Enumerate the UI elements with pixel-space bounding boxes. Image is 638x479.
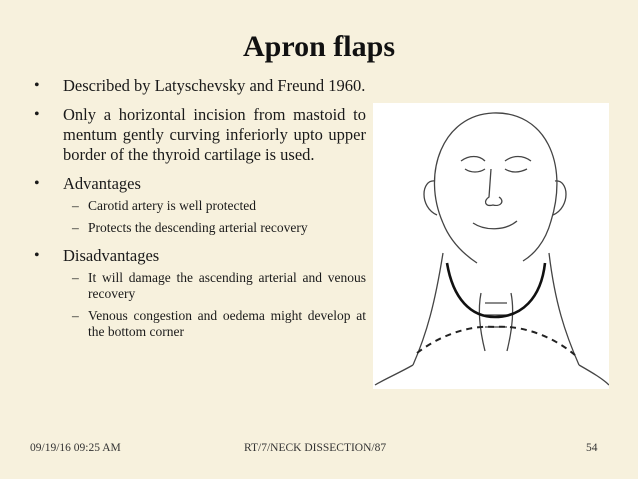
- slide-title: Apron flaps: [243, 30, 395, 63]
- bullet-described: [30, 76, 366, 96]
- disadvantage-item: [30, 308, 366, 340]
- bullet-dot-icon: •: [34, 247, 40, 264]
- head-neck-drawing: [373, 103, 609, 389]
- advantage-item: [30, 220, 366, 236]
- bullet-dot-icon: •: [34, 175, 40, 192]
- disadvantage-text: Venous congestion and oedema might develop at the bottom corner: [88, 308, 366, 339]
- bullet-disadvantages: [30, 246, 366, 266]
- bullet-dot-icon: •: [34, 77, 40, 94]
- disadvantage-text: It will damage the ascending arterial and venous recovery: [88, 270, 366, 301]
- dash-icon: –: [72, 270, 79, 285]
- advantage-item: [30, 198, 366, 214]
- footer-date: 09/19/16 09:25 AM: [30, 442, 121, 454]
- bullet-dot-icon: •: [34, 106, 40, 123]
- dash-icon: –: [72, 198, 79, 213]
- disadvantage-item: [30, 270, 366, 302]
- dash-icon: –: [72, 220, 79, 235]
- bullet-text: Disadvantages: [63, 246, 160, 265]
- bullet-text: Only a horizontal incision from mastoid to mentum gently curving inferiorly upto upper border of the thyroid cartilage is used.: [63, 105, 366, 164]
- slide-content: [30, 76, 366, 346]
- footer-center: RT/7/NECK DISSECTION/87: [244, 442, 387, 454]
- advantage-text: Carotid artery is well protected: [88, 198, 256, 213]
- bullet-advantages: [30, 174, 366, 194]
- neck-incision-illustration: [373, 103, 609, 389]
- dash-icon: –: [72, 308, 79, 323]
- incision-line: [447, 263, 545, 317]
- bullet-incision: [30, 105, 366, 165]
- bullet-text: Advantages: [63, 174, 141, 193]
- bullet-text: Described by Latyschevsky and Freund 1960.: [63, 76, 366, 95]
- advantage-text: Protects the descending arterial recovery: [88, 220, 308, 235]
- footer-page-number: 54: [586, 442, 598, 454]
- dashed-line: [417, 327, 575, 355]
